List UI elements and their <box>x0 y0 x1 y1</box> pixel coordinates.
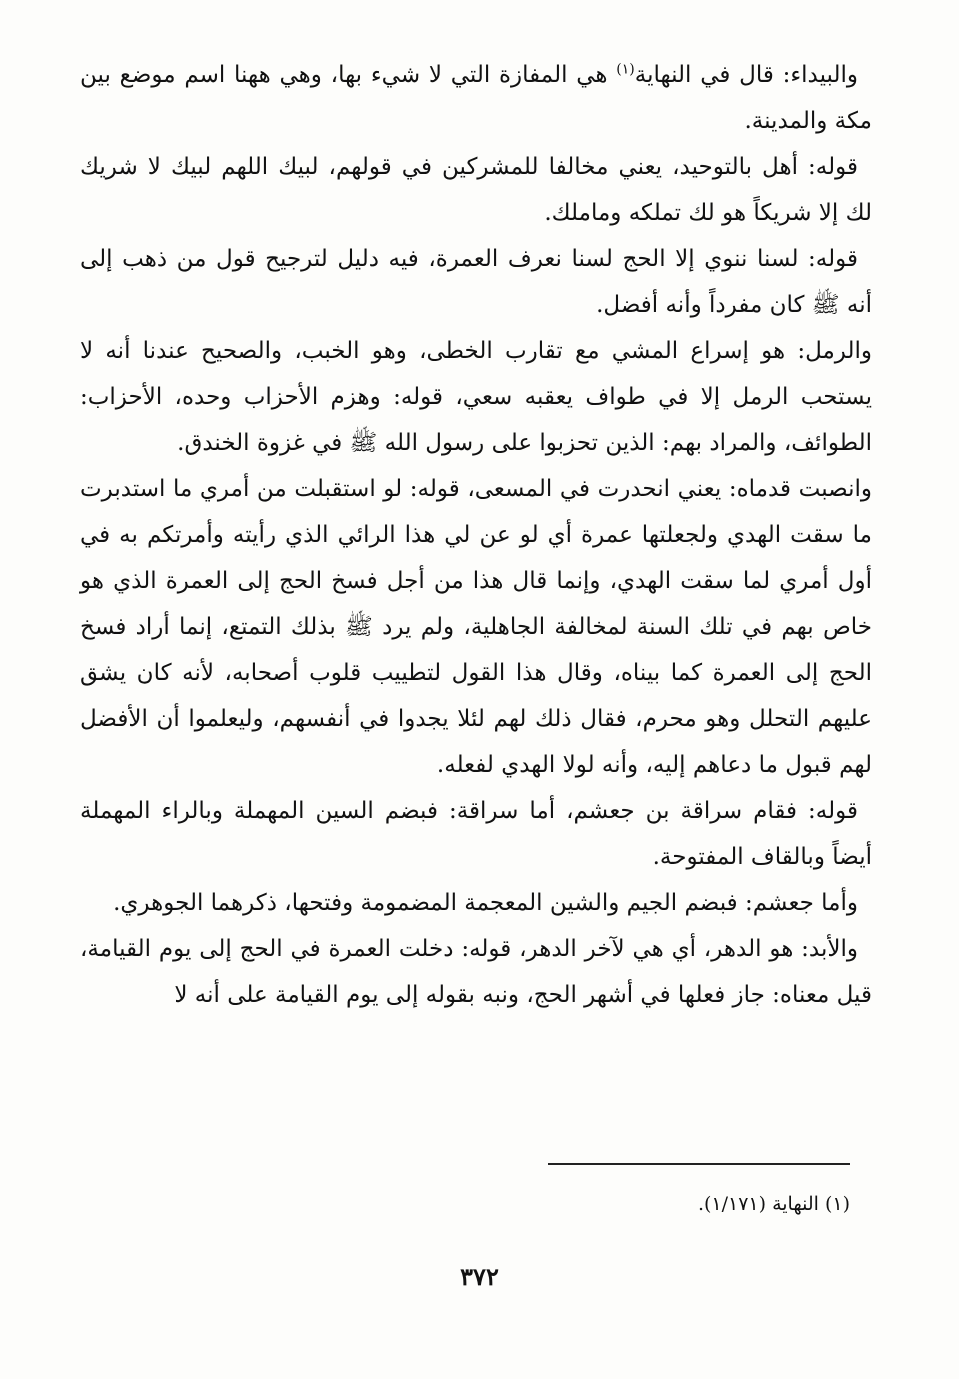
paragraph-sai: وانصبت قدماه: يعني انحدرت في المسعى، قوله: لو استقبلت من أمري ما استدبرت ما سقت الهدي ولجعلتها عمرة أي لو عن لي هذا الرائي الذي رأيته وأمرتكم به في أول أمري لما سقت الهدي، وإنما قال هذا من أجل فسخ الحج إلى العمرة الذي هو خاص بهم في تلك السنة لمخالفة الجاهلية، ولم يرد ﷺ بذلك التمتع، إنما أراد فسخ الحج إلى العمرة كما بيناه، وقال هذا القول لتطييب قلوب أصحابه، لأنه كان يشق عليهم التحلل وهو محرم، فقال ذلك لهم لئلا يجدوا في أنفسهم، وليعلموا أن الأفضل لهم قبول ما دعاهم إليه، وأنه لولا الهدي لفعله. <box>80 476 872 778</box>
page-number: ٣٧٢ <box>460 1262 499 1291</box>
paragraph-abad: والأبد: هو الدهر، أي هي لآخر الدهر، قوله: دخلت العمرة في الحج إلى يوم القيامة، قيل معناه: جاز فعلها في أشهر الحج، ونبه بقوله إلى يوم القيامة على أنه لا <box>80 936 872 1008</box>
paragraph-baydaa <box>80 52 872 144</box>
paragraph-tawhid: قوله: أهل بالتوحيد، يعني مخالفا للمشركين في قولهم، لبيك اللهم لبيك لا شريك لك إلا شريكاً هو لك تملكه وماملك. <box>80 154 872 226</box>
footnote: (١) النهاية (١/١٧١). <box>697 1193 850 1215</box>
paragraph-raml: والرمل: هو إسراع المشي مع تقارب الخطى، وهو الخبب، والصحيح عندنا أنه لا يستحب الرمل إلا في طواف يعقبه سعي، قوله: وهزم الأحزاب وحده، الأحزاب: الطوائف، والمراد بهم: الذين تحزبوا على رسول الله ﷺ في غزوة الخندق. <box>80 338 872 456</box>
paragraph-jusham: وأما جعشم: فبضم الجيم والشين المعجمة المضمومة وفتحها، ذكرهما الجوهري. <box>113 890 858 916</box>
paragraph-baydaa-text-continued: هي المفازة التي لا شيء بها، وهي ههنا اسم موضع بين مكة والمدينة. <box>80 62 872 134</box>
paragraph-hajj-intention: قوله: لسنا ننوي إلا الحج لسنا نعرف العمرة، فيه دليل لترجيح قول من ذهب إلى أنه ﷺ كان مفرداً وأنه أفضل. <box>80 246 872 318</box>
footnote-reference-mark: (١) <box>616 61 635 78</box>
footnote-divider <box>548 1163 850 1165</box>
paragraph-baydaa-text: والبيداء: قال في النهاية <box>634 62 858 88</box>
main-text-block <box>80 52 872 1018</box>
paragraph-suraqa: قوله: فقام سراقة بن جعشم، أما سراقة: فبضم السين المهملة وبالراء المهملة أيضاً وبالقاف المفتوحة. <box>80 798 872 870</box>
